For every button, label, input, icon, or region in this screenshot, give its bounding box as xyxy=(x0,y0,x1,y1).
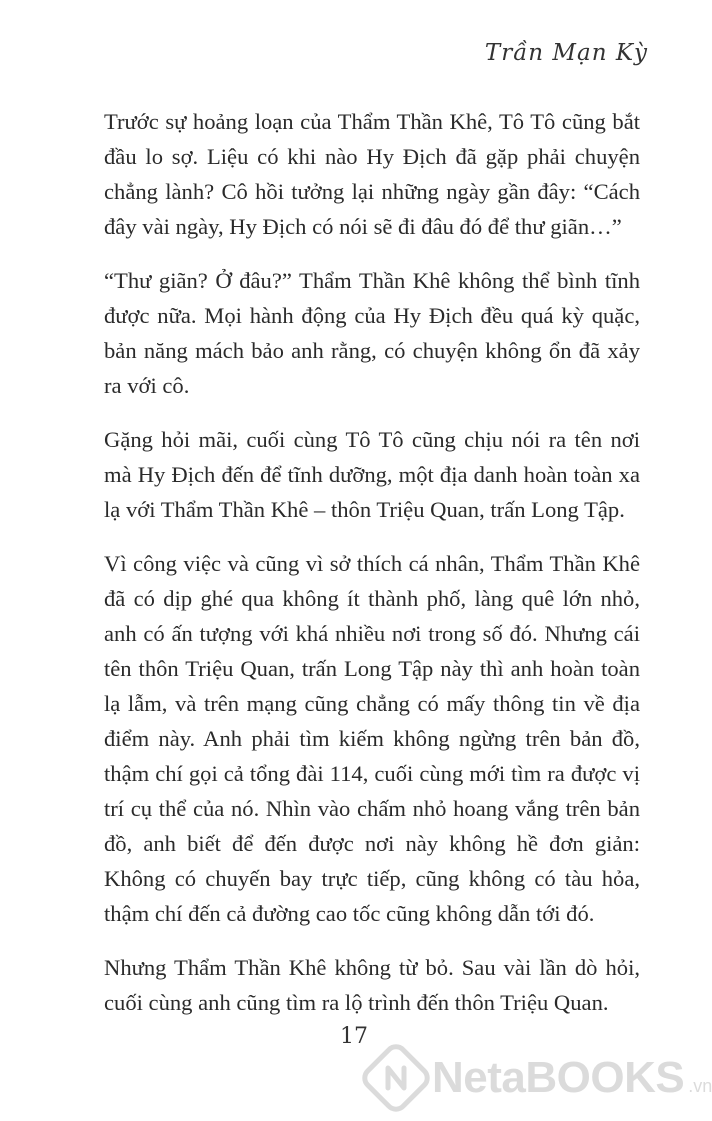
paragraph-1: Trước sự hoảng loạn của Thẩm Thần Khê, Tô Tô cũng bắt đầu lo sợ. Liệu có khi nào Hy Địch đã gặp phải chuyện chẳng lành? Cô hồi tưởng lại những ngày gần đây: “Cách đây vài ngày, Hy Địch có nói sẽ đi đâu đó để thư giãn…” xyxy=(104,109,640,239)
watermark-brand: NetaBOOKS xyxy=(432,1053,685,1102)
watermark xyxy=(368,1046,712,1110)
paragraph-2: “Thư giãn? Ở đâu?” Thẩm Thần Khê không thể bình tĩnh được nữa. Mọi hành động của Hy Địch đều quá kỳ quặc, bản năng mách bảo anh rằng, có chuyện không ổn đã xảy ra với cô. xyxy=(104,268,640,398)
paragraph-3: Gặng hỏi mãi, cuối cùng Tô Tô cũng chịu nói ra tên nơi mà Hy Địch đến để tĩnh dưỡng, một địa danh hoàn toàn xa lạ với Thẩm Thần Khê – thôn Triệu Quan, trấn Long Tập. xyxy=(104,427,640,522)
page-number: 17 xyxy=(340,1024,368,1049)
page-body xyxy=(104,104,640,1039)
n-logo-icon xyxy=(368,1050,424,1106)
watermark-suffix: .vn xyxy=(688,1075,712,1096)
running-header-title: Trần Mạn Kỳ xyxy=(484,40,648,66)
paragraph-5: Nhưng Thẩm Thần Khê không từ bỏ. Sau vài lần dò hỏi, cuối cùng anh cũng tìm ra lộ trình đến thôn Triệu Quan. xyxy=(104,955,640,1015)
paragraph-4: Vì công việc và cũng vì sở thích cá nhân, Thẩm Thần Khê đã có dịp ghé qua không ít thành phố, làng quê lớn nhỏ, anh có ấn tượng với khá nhiều nơi trong số đó. Nhưng cái tên thôn Triệu Quan, trấn Long Tập này thì anh hoàn toàn lạ lẫm, và trên mạng cũng chẳng có mấy thông tin về địa điểm này. Anh phải tìm kiếm không ngừng trên bản đồ, thậm chí gọi cả tổng đài 114, cuối cùng mới tìm ra được vị trí cụ thể của nó. Nhìn vào chấm nhỏ hoang vắng trên bản đồ, anh biết để đến được nơi này không hề đơn giản: Không có chuyến bay trực tiếp, cũng không có tàu hỏa, thậm chí đến cả đường cao tốc cũng không dẫn tới đó. xyxy=(104,551,640,926)
